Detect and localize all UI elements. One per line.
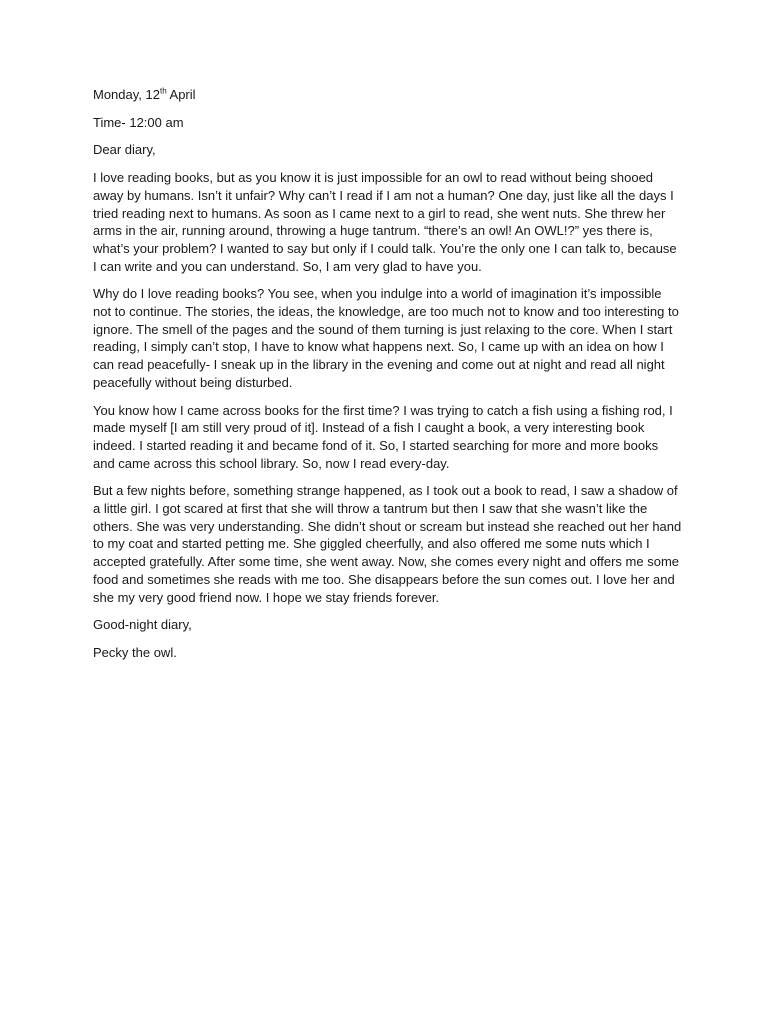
closing-line: Good-night diary, — [93, 617, 192, 633]
salutation: Dear diary, — [93, 142, 156, 158]
signature: Pecky the owl. — [93, 644, 177, 660]
date-line — [93, 86, 683, 104]
body-paragraph-1: I love reading books, but as you know it is just impossible for an owl to read without being shooed away by humans. Isn’t it unfair? Why can’t I read if I am not a human? One day, just like all the days I tried reading next to humans. As soon as I came next to a girl to read, she went nuts. She threw her arms in the air, running around, throwing a huge tantrum. “there’s an owl! An OWL!?” yes there is, what’s your problem? I wanted to say but only if I could talk. You’re the only one I can talk to, because I can write and you can understand. So, I am very glad to have you. — [93, 170, 677, 274]
body-paragraph-2: Why do I love reading books? You see, when you indulge into a world of imagination it’s impossible not to continue. The stories, the ideas, the knowledge, are too much not to know and too interesting to ignore. The smell of the pages and the sound of them turning is just relaxing to the core. When I start reading, I simply can’t stop, I have to know what happens next. So, I came up with an idea on how I can read peacefully- I sneak up in the library in the evening and come out at night and read all night peacefully without being disturbed. — [93, 286, 679, 390]
date-month: April — [166, 87, 196, 102]
body-paragraph-4: But a few nights before, something strange happened, as I took out a book to read, I saw a shadow of a little girl. I got scared at first that she will throw a tantrum but then I saw that she wasn’t like the others. She was very understanding. She didn’t shout or scream but instead she reached out her hand to my coat and started petting me. She giggled cheerfully, and also offered me some nuts which I accepted gratefully. After some time, she went away. Now, she comes every night and offers me some food and sometimes she reads with me too. She disappears before the sun comes out. I love her and she my very good friend now. I hope we stay friends forever. — [93, 483, 682, 605]
body-paragraph-3: You know how I came across books for the first time? I was trying to catch a fish using a fishing rod, I made myself [I am still very proud of it]. Instead of a fish I caught a book, a very interesting book indeed. I started reading it and became fond of it. So, I started searching for more and more books and came across this school library. So, now I read every-day. — [93, 402, 673, 471]
date-suffix: th — [159, 86, 167, 96]
date-text: Monday, 12 — [93, 87, 160, 102]
diary-page — [93, 86, 683, 672]
time-line: Time- 12:00 am — [93, 114, 184, 130]
